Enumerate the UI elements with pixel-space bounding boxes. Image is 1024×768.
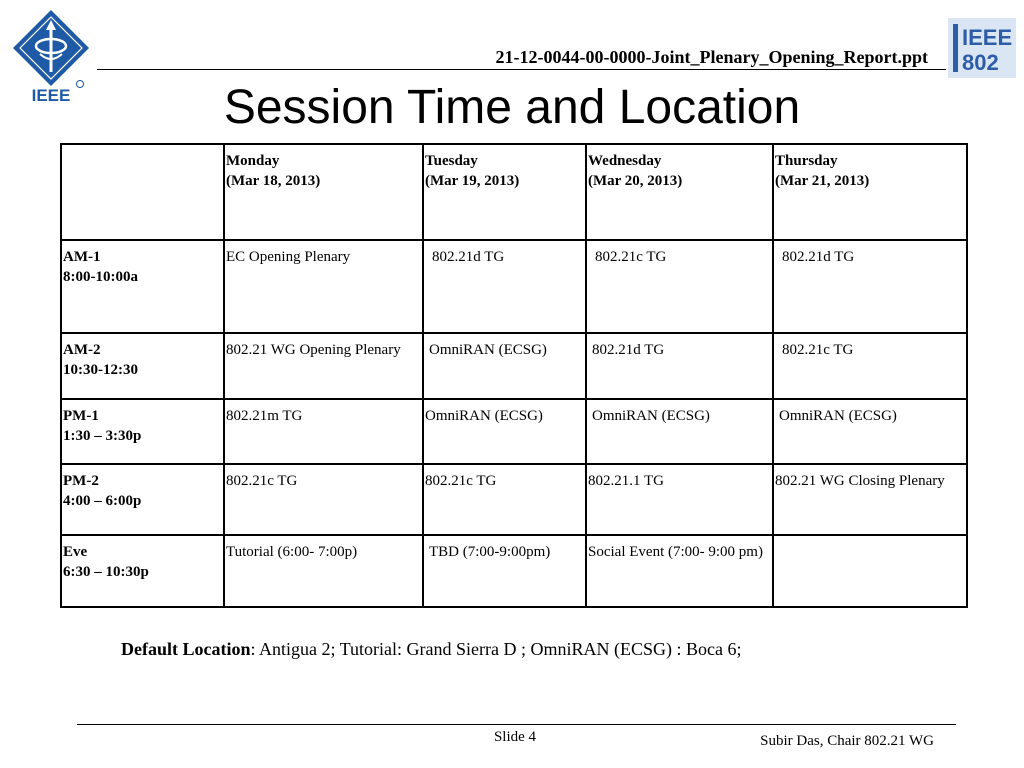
table-cell: OmniRAN (ECSG)	[773, 399, 967, 464]
ieee-logo-text: IEEE	[31, 86, 71, 104]
column-header-thursday	[773, 144, 967, 240]
slide-number: Slide 4	[493, 729, 537, 745]
table-cell	[773, 535, 967, 607]
date-label: (Mar 18, 2013)	[226, 173, 321, 189]
schedule-table	[60, 143, 968, 608]
session-name: PM-1	[63, 408, 99, 424]
table-row	[61, 535, 967, 607]
table-cell: 802.21c TG	[773, 333, 967, 399]
table-cell: 802.21c TG	[586, 240, 773, 333]
day-label: Monday	[226, 153, 280, 169]
row-header	[61, 464, 224, 535]
table-row	[61, 399, 967, 464]
table-cell: OmniRAN (ECSG)	[423, 399, 586, 464]
session-time: 4:00 – 6:00p	[63, 493, 142, 509]
table-cell: 802.21.1 TG	[586, 464, 773, 535]
date-label: (Mar 19, 2013)	[425, 173, 520, 189]
table-cell: OmniRAN (ECSG)	[423, 333, 586, 399]
default-location-label: Default Location	[121, 639, 251, 659]
session-time: 6:30 – 10:30p	[63, 564, 149, 580]
ieee802-logo-line2: 802	[962, 50, 999, 75]
default-location-note	[121, 639, 741, 660]
table-header-row	[61, 144, 967, 240]
column-header-monday	[224, 144, 423, 240]
ieee802-logo-line1: IEEE	[962, 25, 1013, 50]
session-name: AM-1	[63, 249, 101, 265]
table-cell: TBD (7:00-9:00pm)	[423, 535, 586, 607]
table-cell: 802.21m TG	[224, 399, 423, 464]
ieee802-logo	[948, 18, 1016, 78]
day-label: Tuesday	[425, 153, 478, 169]
date-label: (Mar 21, 2013)	[775, 173, 870, 189]
session-time: 10:30-12:30	[63, 362, 138, 378]
session-name: Eve	[63, 544, 88, 560]
footer-author: Subir Das, Chair 802.21 WG	[760, 733, 934, 749]
row-header	[61, 535, 224, 607]
table-cell: 802.21 WG Opening Plenary	[224, 333, 423, 399]
table-cell: 802.21d TG	[586, 333, 773, 399]
date-label: (Mar 20, 2013)	[588, 173, 683, 189]
default-location-text: : Antigua 2; Tutorial: Grand Sierra D ; OmniRAN (ECSG) : Boca 6;	[250, 639, 742, 659]
ieee802-badge-icon	[948, 18, 1016, 78]
footer-divider	[77, 724, 956, 725]
table-cell: Tutorial (6:00- 7:00p)	[224, 535, 423, 607]
document-title: 21-12-0044-00-0000-Joint_Plenary_Opening_Report.ppt	[495, 47, 928, 67]
row-header	[61, 333, 224, 399]
table-cell: 802.21c TG	[224, 464, 423, 535]
table-cell: 802.21 WG Closing Plenary	[773, 464, 967, 535]
column-header-wednesday	[586, 144, 773, 240]
table-cell: 802.21d TG	[423, 240, 586, 333]
row-header	[61, 399, 224, 464]
table-cell: OmniRAN (ECSG)	[586, 399, 773, 464]
session-time: 1:30 – 3:30p	[63, 428, 142, 444]
table-row	[61, 333, 967, 399]
table-cell: 802.21c TG	[423, 464, 586, 535]
table-cell: Social Event (7:00- 9:00 pm)	[586, 535, 773, 607]
table-cell: 802.21d TG	[773, 240, 967, 333]
row-header	[61, 240, 224, 333]
header-divider	[97, 69, 946, 70]
table-row	[61, 464, 967, 535]
session-time: 8:00-10:00a	[63, 269, 138, 285]
corner-cell	[61, 144, 224, 240]
column-header-tuesday	[423, 144, 586, 240]
session-name: PM-2	[63, 473, 99, 489]
table-cell: EC Opening Plenary	[224, 240, 423, 333]
slide-title: Session Time and Location	[223, 81, 801, 134]
table-row	[61, 240, 967, 333]
session-name: AM-2	[63, 342, 101, 358]
day-label: Thursday	[775, 153, 838, 169]
day-label: Wednesday	[588, 153, 662, 169]
